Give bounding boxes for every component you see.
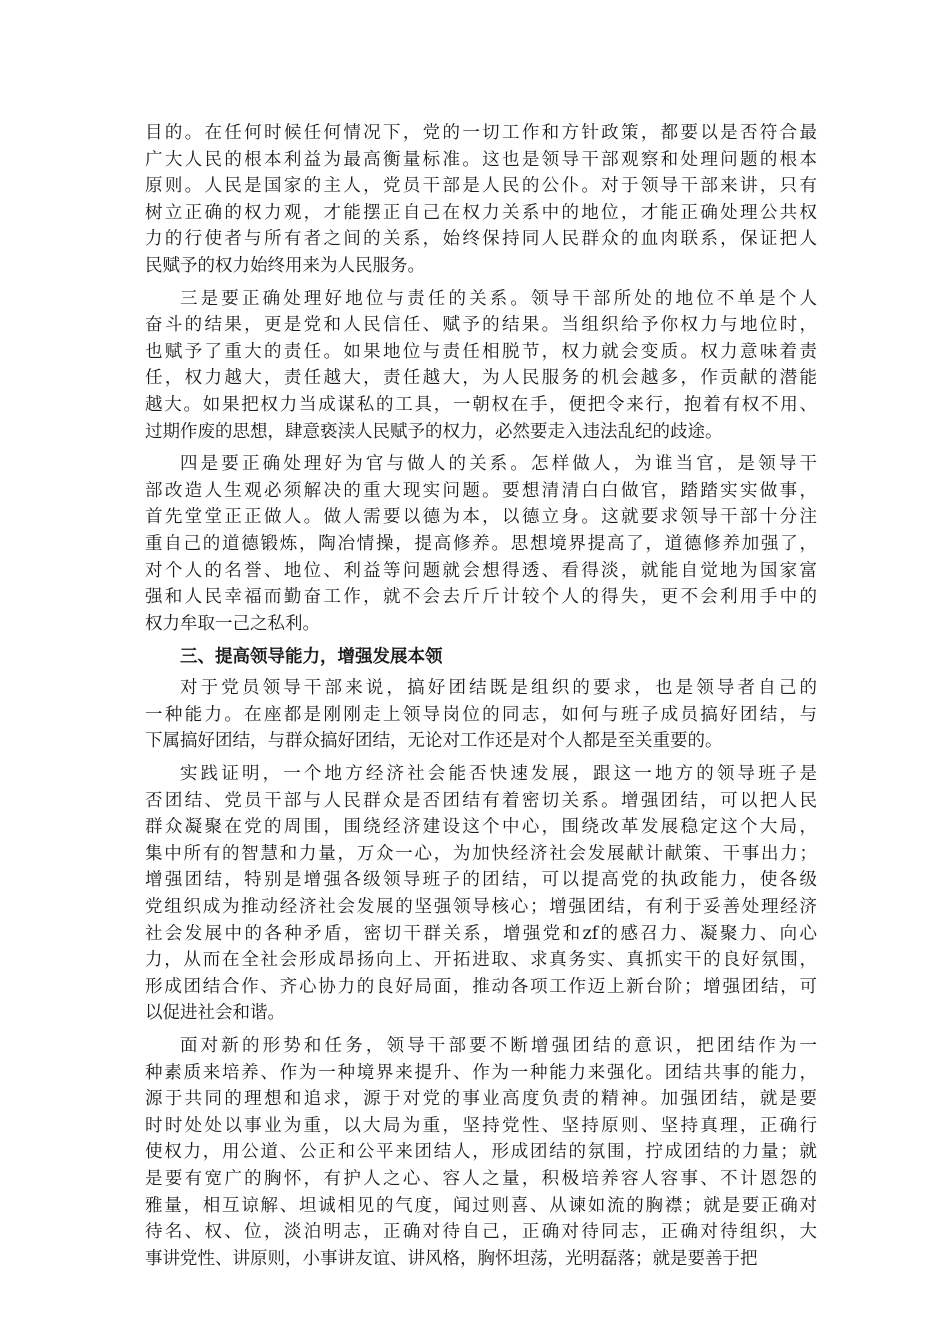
text-line: 形成团结合作、齐心协力的良好局面，推动各项工作迈上新台阶；增强团结，可 <box>145 976 817 997</box>
text-line: 党组织成为推动经济社会发展的坚强领导核心；增强团结，有利于妥善处理经济 <box>145 897 817 918</box>
text-line: 事讲党性、讲原则，小事讲友谊、讲风格，胸怀坦荡，光明磊落；就是要善于把 <box>145 1248 758 1269</box>
text-line: 是要有宽广的胸怀，有护人之心、容人之量，积极培养容人容事、不计恩怨的 <box>145 1168 817 1189</box>
text-line: 一种能力。在座都是刚刚走上领导岗位的同志，如何与班子成员搞好团结，与 <box>145 704 817 725</box>
text-line: 否团结、党员干部与人民群众是否团结有着密切关系。增强团结，可以把人民 <box>145 790 817 811</box>
text-line: 原则。人民是国家的主人，党员干部是人民的公仆。对于领导干部来讲，只有 <box>145 176 817 197</box>
text-line: 重自己的道德锻炼，陶冶情操，提高修养。思想境界提高了，道德修养加强了， <box>145 533 817 554</box>
text-line: 时时处处以事业为重，以大局为重，坚持党性、坚持原则、坚持真理，正确行 <box>145 1115 817 1136</box>
text-line: 雅量，相互谅解、坦诚相见的气度，闻过则喜、从谏如流的胸襟；就是要正确对 <box>145 1195 817 1216</box>
text-line: 奋斗的结果，更是党和人民信任、赋予的结果。当组织给予你权力与地位时， <box>145 315 817 336</box>
text-line: 首先堂堂正正做人。做人需要以德为本，以德立身。这就要求领导干部十分注 <box>145 507 817 528</box>
body-paragraph <box>145 761 817 1027</box>
text-line: 增强团结，特别是增强各级领导班子的团结，可以提高党的执政能力，使各级 <box>145 870 817 891</box>
body-paragraph <box>145 286 817 446</box>
text-line: 实践证明，一个地方经济社会能否快速发展，跟这一地方的领导班子是 <box>180 764 817 785</box>
text-line: 群众凝聚在党的周围，围绕经济建设这个中心，围绕改革发展稳定这个大局， <box>145 817 817 838</box>
text-line: 也赋予了重大的责任。如果地位与责任相脱节，权力就会变质。权力意味着责 <box>145 341 817 362</box>
text-line: 树立正确的权力观，才能摆正自己在权力关系中的地位，才能正确处理公共权 <box>145 202 817 223</box>
text-line: 以促进社会和谐。 <box>145 1003 285 1024</box>
text-line: 待名、权、位，淡泊明志，正确对待自己，正确对待同志，正确对待组织，大 <box>145 1222 817 1243</box>
text-line: 面对新的形势和任务，领导干部要不断增强团结的意识，把团结作为一 <box>180 1036 817 1056</box>
text-line: 权力牟取一己之私利。 <box>145 613 320 634</box>
text-line: 过期作废的思想，肆意亵渎人民赋予的权力，必然要走入违法乱纪的歧途。 <box>145 421 723 442</box>
text-line: 部改造人生观必须解决的重大现实问题。要想清清白白做官，踏踏实实做事， <box>145 480 817 501</box>
body-paragraph <box>145 451 817 637</box>
text-line: 下属搞好团结，与群众搞好团结，无论对工作还是对个人都是至关重要的。 <box>145 731 723 752</box>
text-line: 源于共同的理想和追求，源于对党的事业高度负责的精神。加强团结，就是要 <box>145 1089 817 1110</box>
text-line: 三是要正确处理好地位与责任的关系。领导干部所处的地位不单是个人 <box>180 288 817 309</box>
text-line: 使权力，用公道、公正和公平来团结人，形成团结的氛围，拧成团结的力量；就 <box>145 1142 817 1163</box>
text-line: 力的行使者与所有者之间的关系，始终保持同人民群众的血肉联系，保证把人 <box>145 229 817 250</box>
text-line: 任，权力越大，责任越大，责任越大，为人民服务的机会越多，作贡献的潜能 <box>145 368 817 389</box>
text-line: 四是要正确处理好为官与做人的关系。怎样做人，为谁当官，是领导干 <box>180 454 817 475</box>
text-line: 力，从而在全社会形成昂扬向上、开拓进取、求真务实、真抓实干的良好氛围， <box>145 950 817 971</box>
text-line: 对于党员领导干部来说，搞好团结既是组织的要求，也是领导者自己的 <box>180 678 817 699</box>
body-paragraph <box>145 1033 817 1272</box>
text-line: 集中所有的智慧和力量，万众一心，为加快经济社会发展献计献策、干事出力； <box>145 843 817 864</box>
section-heading: 三、提高领导能力，增强发展本领 <box>180 647 443 668</box>
text-line: 强和人民幸福而勤奋工作，就不会去斤斤计较个人的得失，更不会利用手中的 <box>145 587 817 608</box>
text-line: 种素质来培养、作为一种境界来提升、作为一种能力来强化。团结共事的能力， <box>145 1062 817 1083</box>
text-line: 民赋予的权力始终用来为人民服务。 <box>145 255 425 276</box>
text-line: 对个人的名誉、地位、利益等问题就会想得透、看得淡，就能自觉地为国家富 <box>145 560 817 581</box>
text-line: 越大。如果把权力当成谋私的工具，一朝权在手，便把令来行，抱着有权不用、 <box>145 394 817 415</box>
document-page <box>145 120 817 1278</box>
text-line: 社会发展中的各种矛盾，密切干群关系，增强党和zf的感召力、凝聚力、向心 <box>145 923 817 944</box>
body-paragraph <box>145 120 817 280</box>
text-line: 广大人民的根本利益为最高衡量标准。这也是领导干部观察和处理问题的根本 <box>145 149 817 170</box>
body-paragraph <box>145 675 817 755</box>
text-line: 目的。在任何时候任何情况下，党的一切工作和方针政策，都要以是否符合最 <box>145 123 817 143</box>
